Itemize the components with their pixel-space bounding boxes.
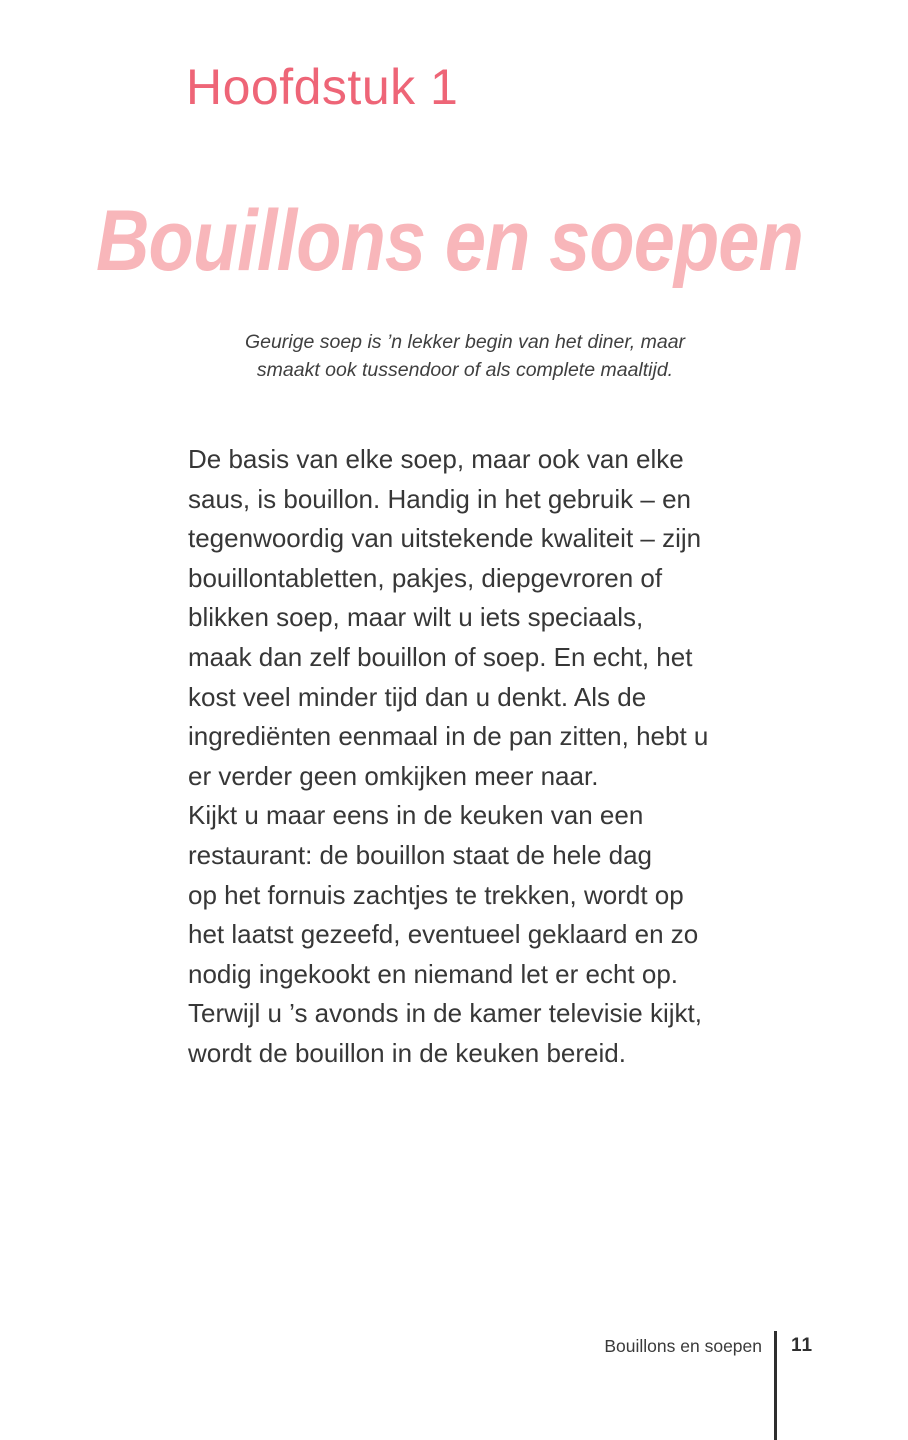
chapter-label: Hoofdstuk 1 [186, 59, 459, 115]
body-line: nodig ingekookt en niemand let er echt op. [188, 958, 679, 989]
chapter-title: Bouillons en soepen [96, 193, 803, 289]
body-line: Terwijl u ’s avonds in de kamer televisie kijkt, [188, 998, 702, 1029]
body-line: ingrediënten eenmaal in de pan zitten, hebt u [188, 721, 709, 752]
intro-line: Geurige soep is ’n lekker begin van het diner, maar [244, 331, 686, 353]
body-line: tegenwoordig van uitstekende kwaliteit – zijn [188, 523, 702, 554]
body-line: kost veel minder tijd dan u denkt. Als de [188, 681, 647, 712]
body-line: maak dan zelf bouillon of soep. En echt, het [188, 641, 693, 672]
body-line: De basis van elke soep, maar ook van elke [188, 444, 684, 474]
body-line: restaurant: de bouillon staat de hele dag [188, 839, 653, 870]
body-line: saus, is bouillon. Handig in het gebruik – en [188, 483, 691, 514]
body-line: het laatst gezeefd, eventueel geklaard en zo [188, 919, 699, 950]
intro-quote [150, 329, 780, 384]
body-line: er verder geen omkijken meer naar. [188, 760, 599, 791]
body-line: Kijkt u maar eens in de keuken van een [188, 800, 644, 831]
body-line: blikken soep, maar wilt u iets speciaals, [188, 602, 644, 633]
footer-divider-rule [774, 1331, 777, 1440]
body-paragraphs [188, 440, 768, 1074]
body-line: bouillontabletten, pakjes, diepgevroren of [188, 562, 663, 593]
footer-section-label: Bouillons en soepen [604, 1336, 762, 1356]
intro-line: smaakt ook tussendoor of als complete maaltijd. [256, 358, 674, 381]
body-line: op het fornuis zachtjes te trekken, wordt op [188, 879, 684, 910]
body-line: wordt de bouillon in de keuken bereid. [188, 1037, 626, 1068]
footer-page-number: 11 [791, 1335, 814, 1356]
